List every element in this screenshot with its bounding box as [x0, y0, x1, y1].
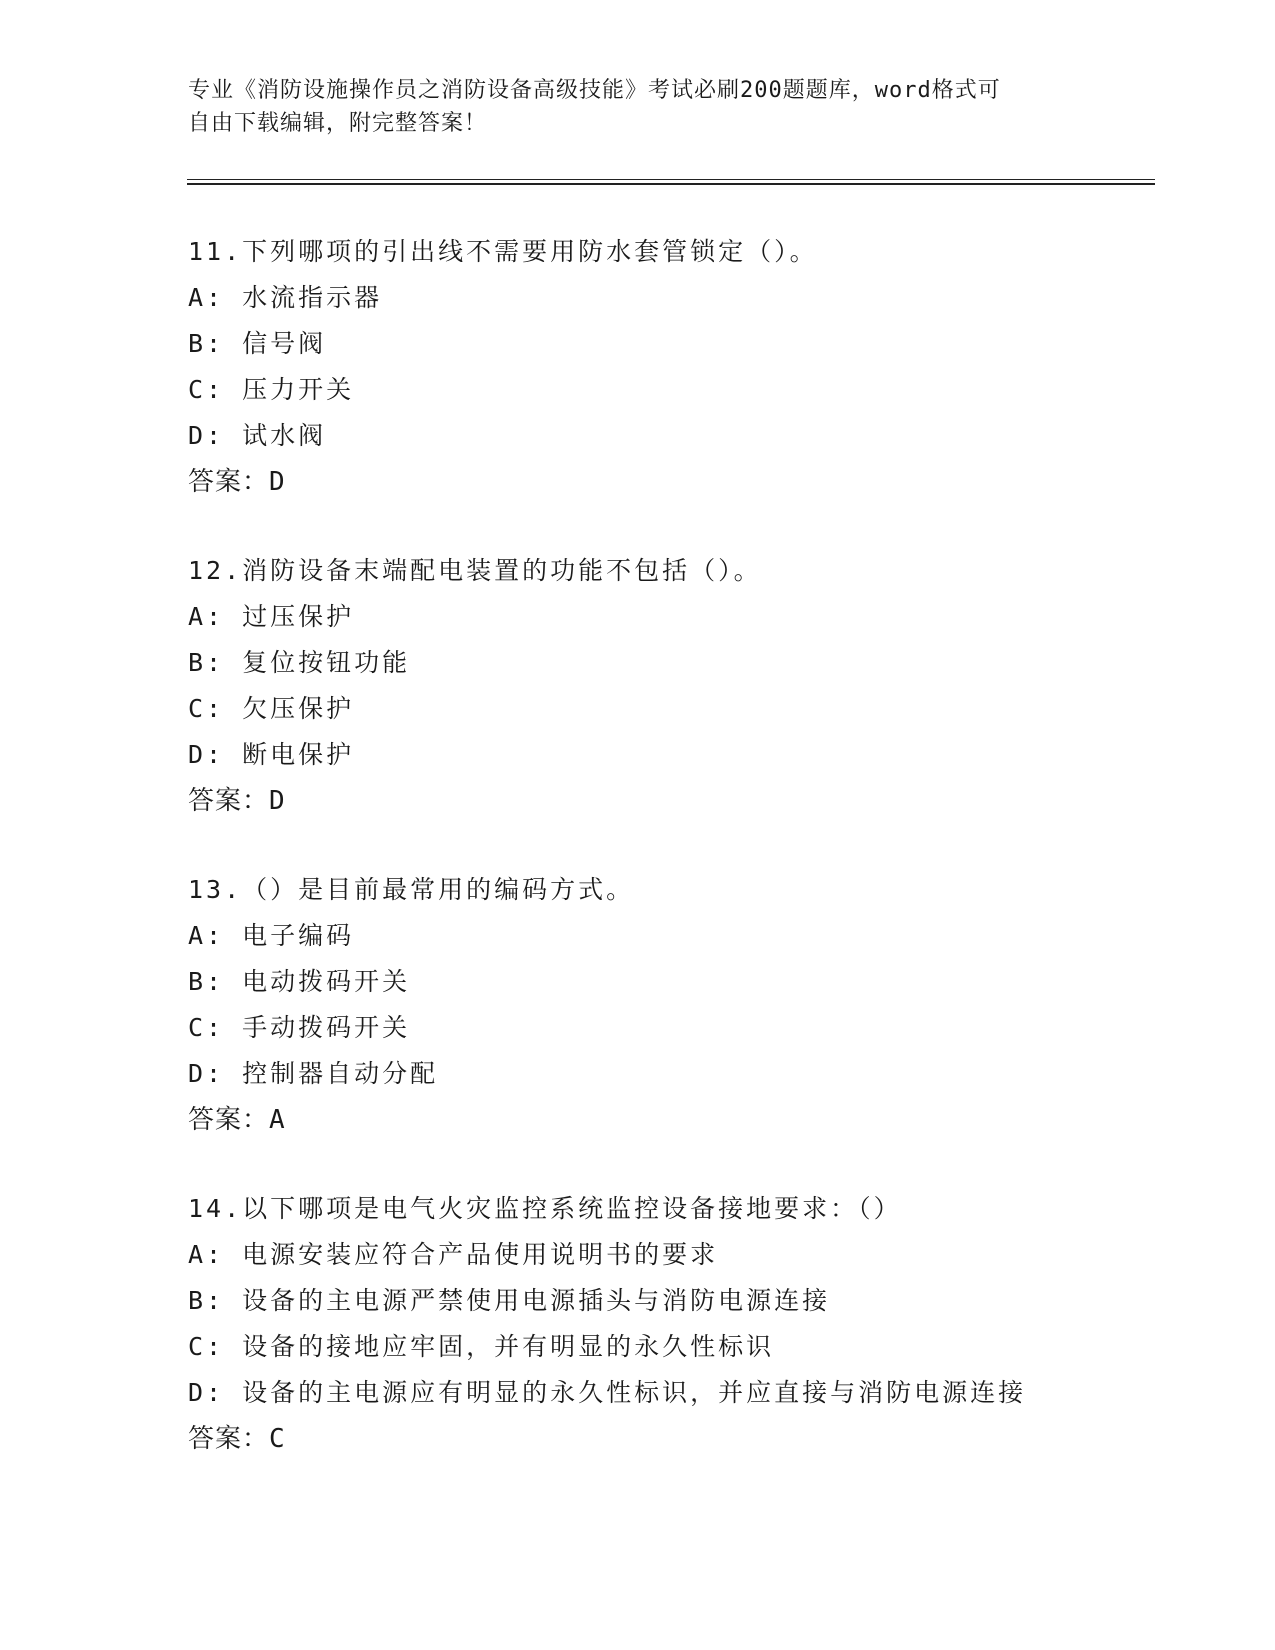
question-stem: 14.以下哪项是电气火灾监控系统监控设备接地要求：（） — [188, 1194, 902, 1223]
answer-line — [188, 1097, 1188, 1143]
answer-value: D — [269, 467, 286, 497]
answer-line — [188, 1416, 1188, 1462]
header-divider-thick — [187, 183, 1155, 185]
answer-label: 答案： — [188, 1105, 270, 1135]
option-a: A: 电源安装应符合产品使用说明书的要求 — [188, 1240, 719, 1269]
header-line-1: 专业《消防设施操作员之消防设备高级技能》考试必刷200题题库，word格式可 — [188, 78, 1001, 103]
answer-label: 答案： — [188, 1424, 270, 1454]
question-14 — [188, 1186, 1188, 1462]
answer-label: 答案： — [188, 786, 270, 816]
option-d: D: 试水阀 — [188, 421, 327, 450]
option-b: B: 电动拨码开关 — [188, 967, 411, 996]
question-stem: 13.（）是目前最常用的编码方式。 — [188, 875, 635, 904]
answer-line — [188, 459, 1188, 505]
question-11 — [188, 229, 1188, 505]
question-stem: 11.下列哪项的引出线不需要用防水套管锁定（）。 — [188, 237, 818, 266]
question-13 — [188, 867, 1188, 1143]
option-b: B: 信号阀 — [188, 329, 327, 358]
answer-line — [188, 778, 1188, 824]
option-a: A: 过压保护 — [188, 602, 355, 631]
option-b: B: 复位按钮功能 — [188, 648, 411, 677]
option-a: A: 电子编码 — [188, 921, 355, 950]
option-c: C: 设备的接地应牢固，并有明显的永久性标识 — [188, 1332, 775, 1361]
option-d: D: 控制器自动分配 — [188, 1059, 439, 1088]
option-b: B: 设备的主电源严禁使用电源插头与消防电源连接 — [188, 1286, 831, 1315]
document-header — [188, 74, 1088, 140]
option-d: D: 设备的主电源应有明显的永久性标识，并应直接与消防电源连接 — [188, 1378, 1027, 1407]
option-c: C: 压力开关 — [188, 375, 355, 404]
header-divider-thin — [187, 179, 1155, 180]
answer-value: A — [269, 1105, 286, 1135]
question-12 — [188, 548, 1188, 824]
header-line-2: 自由下载编辑，附完整答案！ — [188, 111, 488, 136]
option-c: C: 欠压保护 — [188, 694, 355, 723]
option-a: A: 水流指示器 — [188, 283, 383, 312]
answer-label: 答案： — [188, 467, 270, 497]
answer-value: C — [269, 1424, 286, 1454]
option-d: D: 断电保护 — [188, 740, 355, 769]
answer-value: D — [269, 786, 286, 816]
option-c: C: 手动拨码开关 — [188, 1013, 411, 1042]
question-stem: 12.消防设备末端配电装置的功能不包括（）。 — [188, 556, 762, 585]
